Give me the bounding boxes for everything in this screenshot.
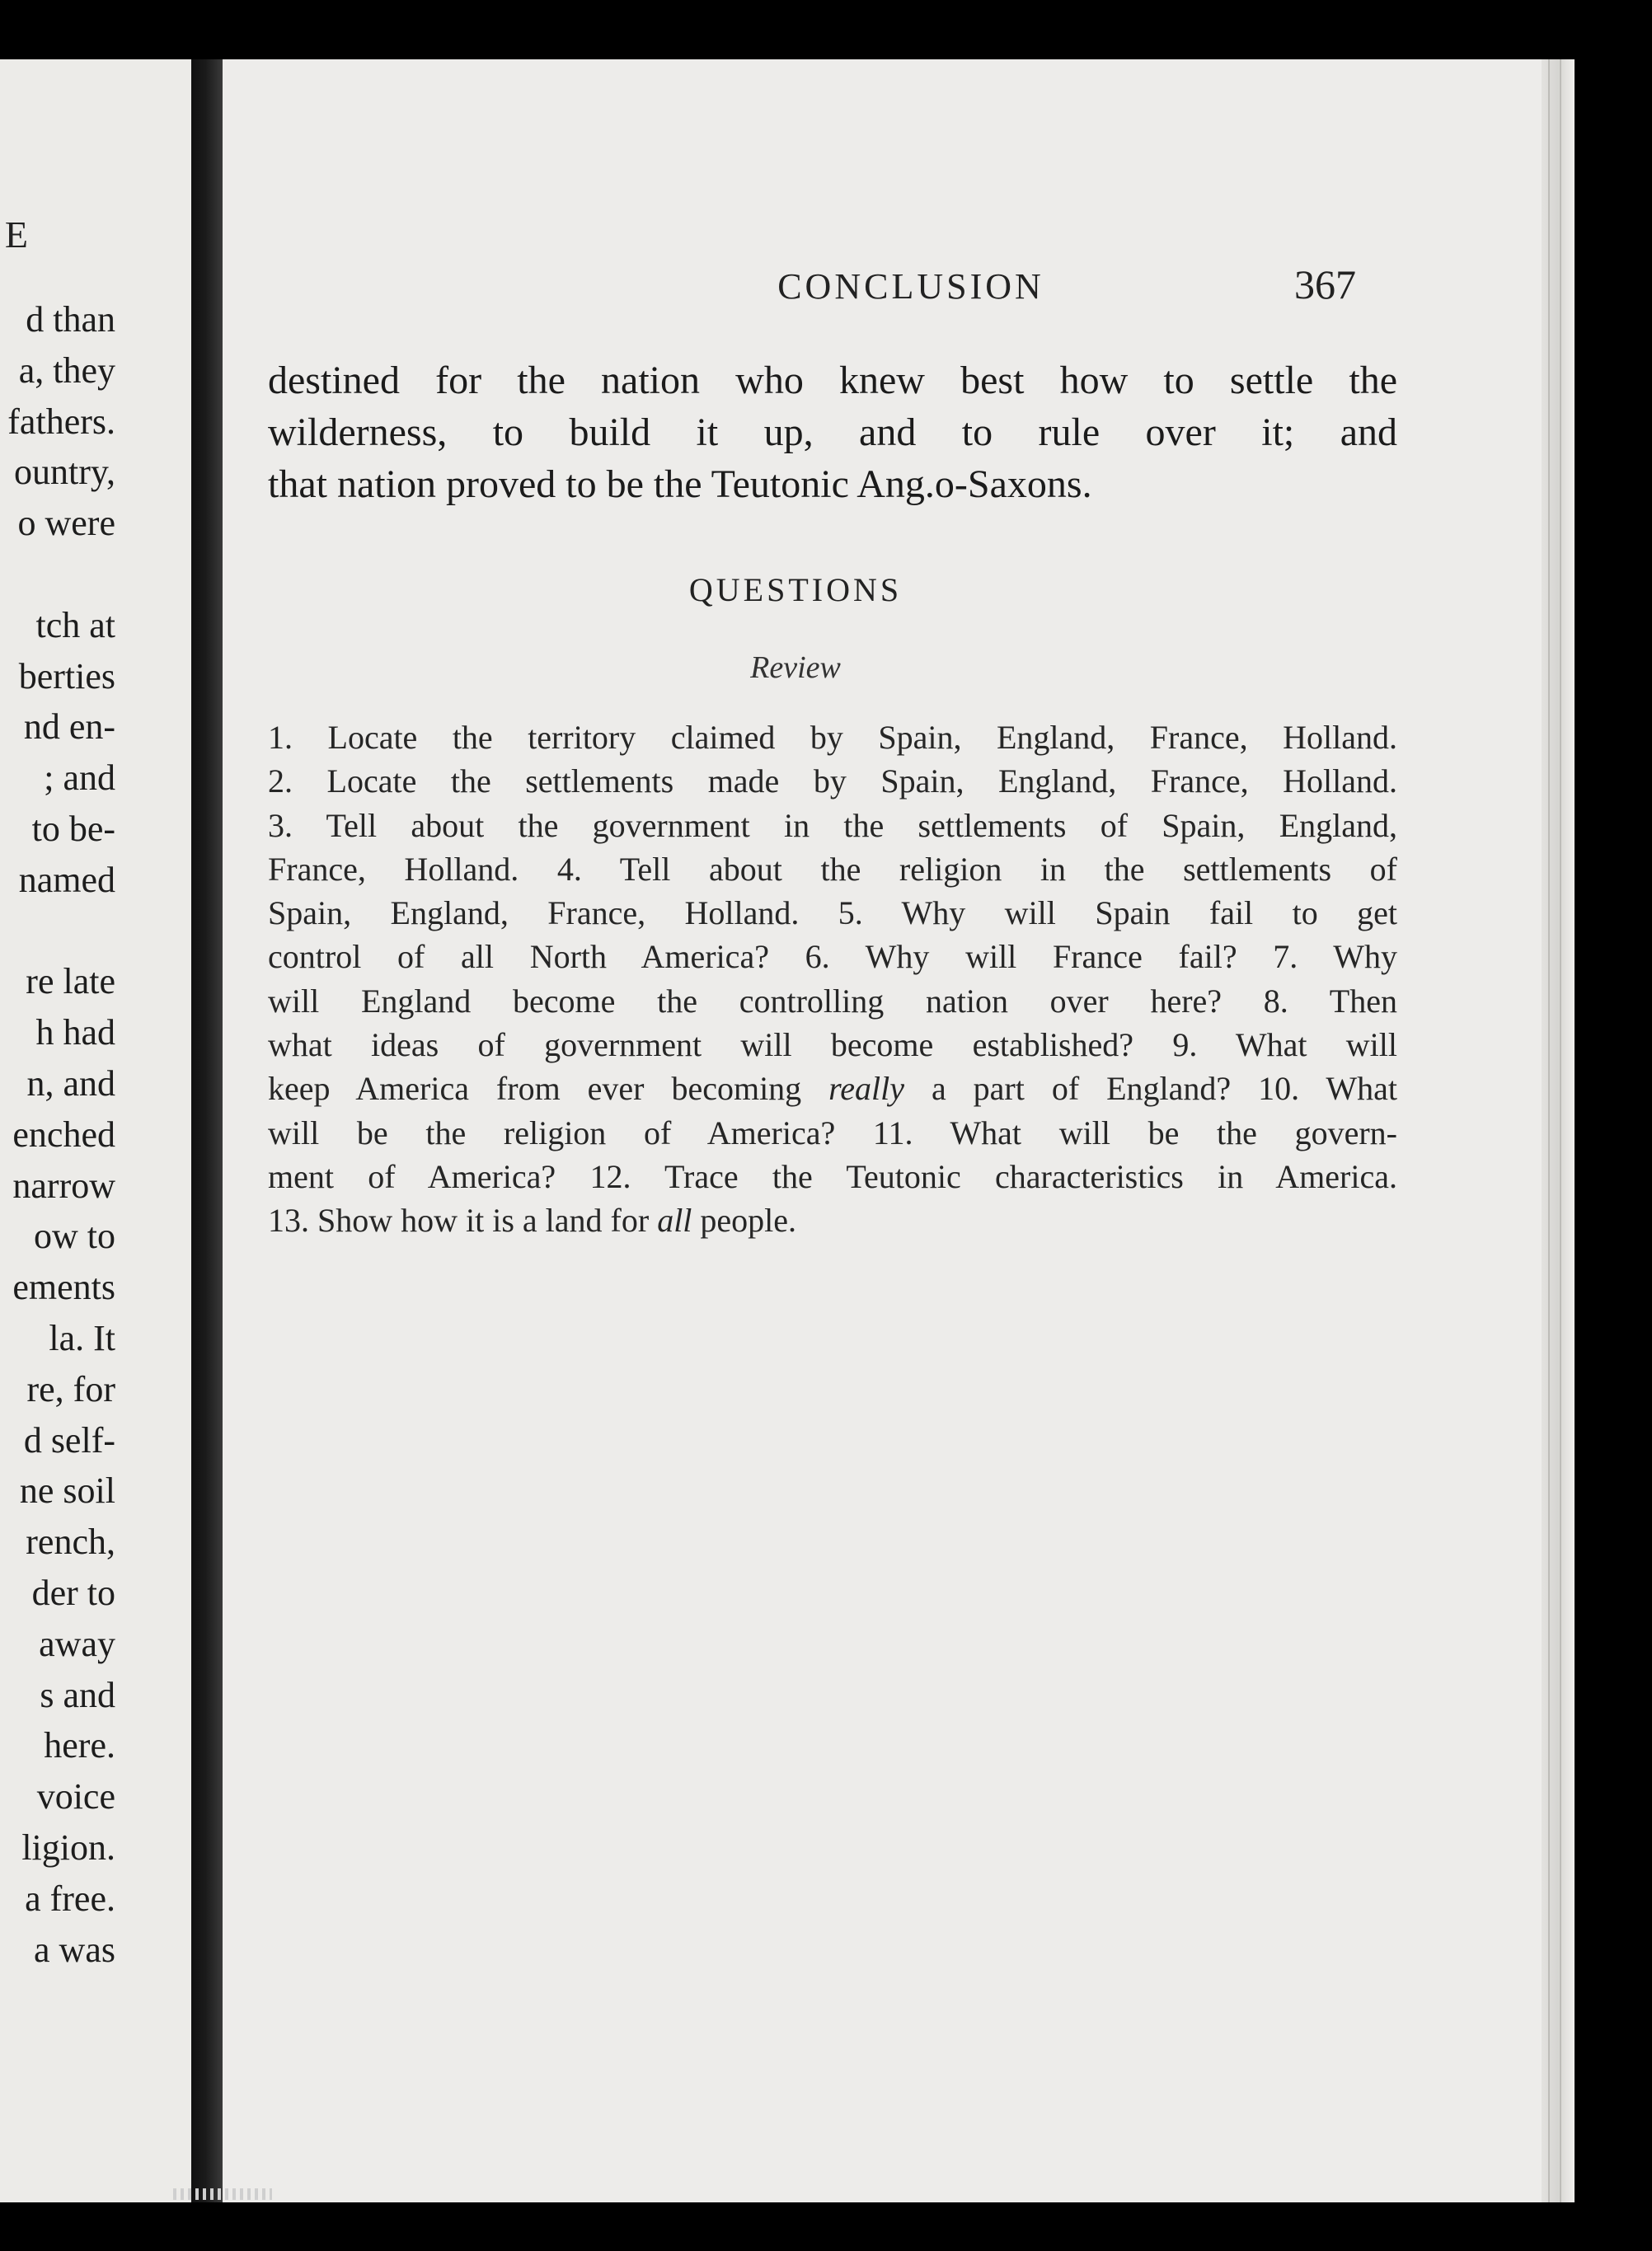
question-line xyxy=(268,759,1397,803)
question-text: 1. Locate the territory claimed by Spain, England, France, Holland. xyxy=(268,719,1397,756)
facing-page-line: d than xyxy=(26,299,115,340)
question-text: France, Holland. 4. Tell about the religion in the settlements of xyxy=(268,850,1397,888)
facing-page-line: ow to xyxy=(34,1216,115,1257)
page-edge-line xyxy=(1548,59,1550,2202)
facing-page-line: a was xyxy=(34,1929,115,1970)
facing-page xyxy=(0,59,191,2202)
facing-page-line: tch at xyxy=(35,604,115,645)
facing-page-line: d self- xyxy=(23,1419,115,1461)
question-emphasis: all xyxy=(657,1202,692,1240)
facing-page-line: der to xyxy=(31,1573,115,1613)
facing-page-line: rench, xyxy=(26,1522,115,1563)
question-emphasis: really xyxy=(828,1070,904,1108)
page-edge xyxy=(1542,59,1575,2202)
section-title: QUESTIONS xyxy=(688,571,903,608)
facing-page-line: voice xyxy=(36,1776,115,1817)
question-text: people. xyxy=(692,1202,797,1240)
facing-page-line: h had xyxy=(35,1012,115,1053)
page-number: 367 xyxy=(1294,261,1356,307)
paragraph-line: wilderness, to build it up, and to rule over it; and xyxy=(268,410,1397,454)
running-head: CONCLUSION xyxy=(777,266,1044,307)
book-gutter xyxy=(191,59,223,2202)
closing-paragraph xyxy=(268,354,1397,510)
question-line xyxy=(268,1198,1397,1242)
facing-page-line: to be- xyxy=(31,809,115,849)
facing-page-line: re late xyxy=(26,961,115,1002)
questions-list xyxy=(268,715,1397,1243)
paragraph-line: destined for the nation who knew best how to settle the xyxy=(268,359,1397,402)
question-line xyxy=(268,891,1397,935)
question-line xyxy=(268,1155,1397,1198)
question-text: ment of America? 12. Trace the Teutonic characteristics in America. xyxy=(268,1157,1397,1195)
question-line xyxy=(268,1111,1397,1155)
question-text: 13. Show how it is a land for xyxy=(268,1202,658,1240)
facing-page-line: ountry, xyxy=(13,452,115,493)
question-text: what ideas of government will become established? 9. What will xyxy=(268,1026,1397,1064)
facing-page-line: nd en- xyxy=(23,706,115,748)
facing-page-line: named xyxy=(18,859,115,900)
facing-page-line: narrow xyxy=(12,1165,115,1206)
question-text: will England become the controlling nation over here? 8. Then xyxy=(268,982,1397,1020)
facing-page-line: away xyxy=(39,1623,115,1664)
facing-page-line: enched xyxy=(12,1114,115,1155)
question-text: control of all North America? 6. Why will France fail? 7. Why xyxy=(268,938,1397,976)
question-text: keep America from ever becoming xyxy=(268,1070,829,1108)
facing-page-line: a, they xyxy=(18,349,115,391)
scan-artifact xyxy=(173,2188,272,2200)
question-line xyxy=(268,804,1397,847)
facing-page-line: berties xyxy=(18,655,115,696)
facing-page-line: ne soil xyxy=(19,1470,115,1512)
facing-page-line: fathers. xyxy=(7,401,115,442)
facing-page-line: la. It xyxy=(49,1318,115,1358)
question-text: will be the religion of America? 11. What will be the govern- xyxy=(268,1114,1397,1151)
facing-page-line: here. xyxy=(44,1725,115,1766)
question-line xyxy=(268,935,1397,978)
paragraph-line: that nation proved to be the Teutonic Ang.o-Saxons. xyxy=(268,462,1092,506)
facing-page-line: n, and xyxy=(26,1063,115,1104)
facing-page-line: s and xyxy=(40,1674,115,1715)
facing-page-line: a free. xyxy=(25,1878,115,1919)
page-edge-line xyxy=(1560,59,1561,2202)
facing-page-line: ements xyxy=(12,1267,115,1308)
facing-page-header: E xyxy=(4,213,30,256)
question-text: 2. Locate the settlements made by Spain, England, France, Holland. xyxy=(268,762,1397,800)
facing-page-line: ligion. xyxy=(21,1827,115,1868)
book-page xyxy=(223,59,1542,2202)
question-text: Spain, England, France, Holland. 5. Why will Spain fail to get xyxy=(268,894,1397,932)
question-line xyxy=(268,979,1397,1023)
question-line xyxy=(268,847,1397,891)
facing-page-line: re, for xyxy=(26,1368,115,1409)
question-line xyxy=(268,1067,1397,1110)
facing-page-line: o were xyxy=(17,503,115,544)
question-line xyxy=(268,1023,1397,1067)
question-text: 3. Tell about the government in the settlements of Spain, England, xyxy=(268,806,1397,844)
facing-page-line: ; and xyxy=(44,757,115,799)
question-text: a part of England? 10. What xyxy=(903,1070,1398,1108)
subsection-title: Review xyxy=(750,650,841,685)
question-line xyxy=(268,715,1397,759)
